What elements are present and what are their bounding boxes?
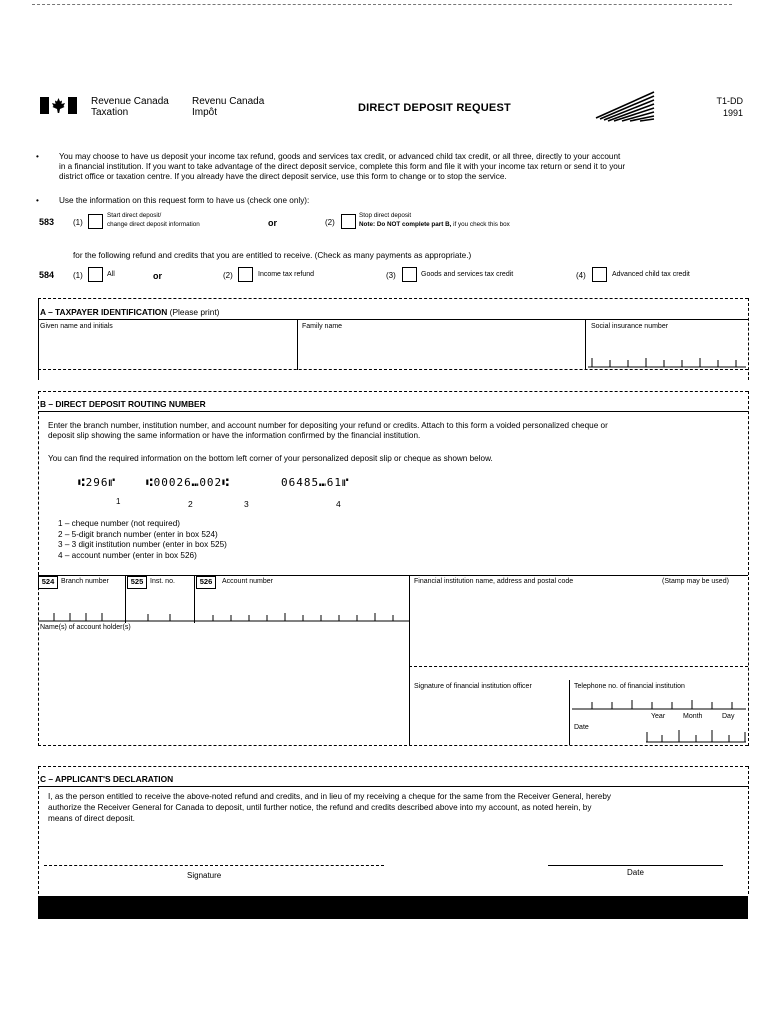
opt-583-1-line1: Start direct deposit/ (107, 212, 162, 219)
applicant-date-input[interactable] (548, 848, 723, 866)
agency-fr-line-2: Impôt (192, 107, 218, 118)
line-584-code: 584 (39, 270, 55, 280)
fi-column-divider (409, 575, 410, 745)
section-c-right-border (748, 766, 749, 894)
gst-credit-checkbox[interactable] (402, 267, 417, 282)
sin-input[interactable] (588, 338, 746, 368)
opt-583-2-note-rest: if you check this box (451, 221, 510, 228)
micr-legend (58, 519, 227, 561)
sin-digit-ticks (588, 338, 746, 368)
declaration-text (48, 791, 746, 824)
branch-digit-ticks (38, 600, 125, 622)
fi-date-input[interactable] (646, 726, 746, 743)
line-584-lead: for the following refund and credits that you are entitled to receive. (Check as many payments as appropriate.) (73, 251, 472, 260)
opt-584-2-label: Income tax refund (258, 271, 315, 278)
income-tax-refund-checkbox[interactable] (238, 267, 253, 282)
agency-name-french (192, 96, 264, 118)
inst-no-label: Inst. no. (150, 578, 175, 585)
fi-name-label: Financial institution name, address and postal code (414, 578, 574, 585)
fi-officer-signature-label: Signature of financial institution officer (414, 683, 532, 690)
stamp-label: (Stamp may be used) (662, 578, 729, 585)
fi-officer-signature-input[interactable] (412, 694, 566, 742)
intro-line-1: You may choose to have us deposit your income tax refund, goods and services tax credit, or advanced child tax credit, or all three, directly to your account (59, 152, 621, 161)
date-digit-ticks (646, 726, 746, 743)
opt-583-2-note-bold: Note: Do NOT complete part B, (359, 221, 452, 228)
account-holders-input[interactable] (40, 634, 406, 742)
section-b-header-rule (38, 411, 748, 412)
agency-fr-line-1: Revenu Canada (192, 96, 265, 107)
agency-name-english (91, 96, 169, 118)
section-a-header-rule (38, 319, 748, 320)
agency-line-2: Taxation (91, 107, 129, 118)
intro-line-2: in a financial institution. If you want to take advantage of the direct deposit service, complete this form and file it with your income tax return or send it to your (59, 162, 626, 171)
phone-column-divider (569, 680, 570, 745)
signature-label: Signature (187, 871, 222, 880)
family-name-input[interactable] (300, 333, 582, 365)
account-holders-label: Name(s) of account holder(s) (40, 624, 131, 631)
opt-584-3-num: (3) (386, 271, 396, 280)
or-label: or (153, 271, 162, 281)
section-b-left-border (38, 391, 39, 746)
agency-line-1: Revenue Canada (91, 96, 169, 107)
section-b-top-line (38, 391, 748, 392)
declaration-line-2: authorize the Receiver General for Canada to deposit, until further notice, the refund and credits described above into my account, as noted herein, by (48, 803, 592, 812)
section-c-title: C – APPLICANT'S DECLARATION (40, 774, 174, 784)
section-c-top-line (38, 766, 748, 767)
form-year: 1991 (722, 108, 743, 118)
opt-584-4-label: Advanced child tax credit (612, 271, 690, 278)
child-tax-credit-checkbox[interactable] (592, 267, 607, 282)
opt-584-4-num: (4) (576, 271, 586, 280)
branch-number-input[interactable] (38, 600, 125, 622)
scan-edge-line (32, 4, 732, 5)
account-number-input[interactable] (195, 600, 409, 622)
all-checkbox[interactable] (88, 267, 103, 282)
account-number-label: Account number (222, 578, 273, 585)
section-a-top-line (38, 298, 748, 299)
legend-2: 2 – 5-digit branch number (enter in box 524) (58, 529, 218, 539)
day-label: Day (722, 713, 735, 720)
opt-583-1-label (107, 211, 200, 229)
form-title: DIRECT DEPOSIT REQUEST (358, 102, 511, 114)
canada-flag-logo (40, 97, 77, 114)
given-name-label: Given name and initials (40, 323, 113, 330)
applicant-signature-input[interactable] (44, 848, 384, 866)
fi-name-address-input[interactable] (412, 590, 746, 664)
section-b-right-border (748, 391, 749, 746)
intro-line-3: district office or taxation centre. If you already have the direct deposit service, use this form to change or to stop the service. (59, 172, 507, 181)
section-b-para1-line2: deposit slip showing the same information or have the information confirmed by the financial institution. (48, 431, 421, 440)
section-a-left-border (38, 298, 39, 380)
branch-number-label: Branch number (61, 578, 109, 585)
opt-583-1-num: (1) (73, 218, 83, 227)
section-b-bottom-line (38, 745, 748, 746)
opt-584-1-num: (1) (73, 271, 83, 280)
applicant-date-label: Date (627, 868, 644, 877)
legend-3: 3 – 3 digit institution number (enter in box 525) (58, 540, 227, 549)
fi-name-bottom-line (409, 666, 748, 667)
opt-584-2-num: (2) (223, 271, 233, 280)
year-label: Year (651, 713, 666, 720)
section-b-para2: You can find the required information on the bottom left corner of your personalized deposit slip or cheque as shown below. (48, 454, 493, 463)
legend-1: 1 – cheque number (not required) (58, 519, 180, 528)
declaration-line-3: means of direct deposit. (48, 814, 135, 823)
box-526-code: 526 (196, 576, 216, 589)
section-a-divider-2 (585, 319, 586, 370)
stripes-logo-icon (594, 88, 656, 122)
micr-marker-1: 1 (116, 497, 121, 506)
section-a-title-text: A – TAXPAYER IDENTIFICATION (40, 307, 168, 317)
phone-digit-ticks (572, 694, 746, 710)
stop-direct-deposit-checkbox[interactable] (341, 214, 356, 229)
micr-cheque-number: ⑆296⑈ (78, 476, 117, 489)
institution-number-input[interactable] (126, 600, 194, 622)
intro-paragraph (59, 152, 749, 182)
fi-phone-label: Telephone no. of financial institution (574, 683, 685, 690)
account-digit-ticks (195, 600, 409, 622)
box-524-code: 524 (38, 576, 58, 589)
section-b-instructions (48, 421, 746, 441)
sin-label: Social insurance number (591, 323, 669, 330)
section-b-para1-line1: Enter the branch number, institution number, and account number for depositing your refund or credits. Attach to this form a voided personalized cheque or (48, 421, 608, 430)
section-a-bottom-line (38, 369, 748, 370)
form-footer-bar (38, 896, 748, 919)
section-a-right-border (748, 298, 749, 380)
legend-4: 4 – account number (enter in box 526) (58, 550, 197, 560)
opt-583-2-num: (2) (325, 218, 335, 227)
micr-marker-2: 2 (188, 499, 193, 509)
opt-584-3-label: Goods and services tax credit (421, 271, 514, 278)
bullet-dot: • (36, 196, 39, 205)
bullet-dot: • (36, 152, 39, 161)
opt-583-1-line2: change direct deposit information (107, 221, 200, 228)
or-label: or (268, 218, 277, 228)
intro-bullet-2: Use the information on this request form to have us (check one only): (59, 196, 310, 205)
month-label: Month (683, 713, 703, 720)
micr-routing-number: ⑆00026⑉002⑆ (146, 476, 230, 489)
line-583-code: 583 (39, 217, 55, 227)
fi-phone-input[interactable] (572, 694, 746, 710)
fi-date-label: Date (574, 724, 589, 731)
section-c-header-rule (38, 786, 748, 787)
micr-marker-4: 4 (336, 499, 341, 509)
opt-583-2-label (359, 211, 510, 229)
form-number (700, 95, 743, 119)
section-a-divider-1 (297, 319, 298, 370)
declaration-line-1: I, as the person entitled to receive the above-noted refund and credits, and in lieu of my receiving a cheque for the same from the Receiver General, hereby (48, 792, 611, 801)
inst-digit-ticks (126, 600, 194, 622)
given-name-input[interactable] (40, 333, 294, 365)
form-code: T1-DD (716, 96, 743, 106)
micr-account-number: 06485⑉61⑈ (281, 476, 350, 489)
start-direct-deposit-checkbox[interactable] (88, 214, 103, 229)
opt-583-2-line1: Stop direct deposit (359, 212, 412, 219)
opt-584-1-label: All (107, 271, 115, 278)
section-a-title-note: (Please print) (167, 307, 220, 317)
micr-marker-3: 3 (244, 499, 249, 509)
box-525-code: 525 (127, 576, 147, 589)
section-a-title (40, 307, 219, 317)
section-b-title: B – DIRECT DEPOSIT ROUTING NUMBER (40, 399, 206, 409)
family-name-label: Family name (302, 323, 343, 330)
